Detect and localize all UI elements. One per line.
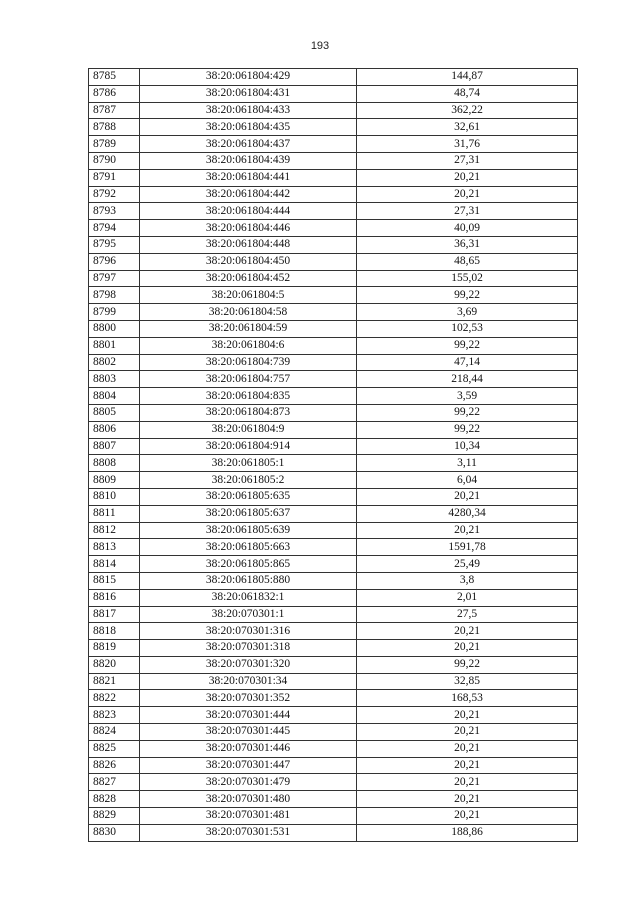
area-cell: 20,21	[357, 640, 578, 657]
area-cell: 31,76	[357, 136, 578, 153]
cadastral-number-cell: 38:20:061832:1	[140, 589, 357, 606]
table-row	[89, 472, 578, 489]
area-cell: 20,21	[357, 186, 578, 203]
row-number-cell: 8803	[89, 371, 140, 388]
area-cell: 6,04	[357, 472, 578, 489]
cadastral-number-cell: 38:20:061804:757	[140, 371, 357, 388]
row-number-cell: 8795	[89, 236, 140, 253]
table-row	[89, 186, 578, 203]
table-row	[89, 572, 578, 589]
row-number-cell: 8802	[89, 354, 140, 371]
cadastral-number-cell: 38:20:061804:5	[140, 287, 357, 304]
table-row	[89, 152, 578, 169]
table-row	[89, 270, 578, 287]
row-number-cell: 8830	[89, 824, 140, 841]
page-number: 193	[310, 40, 330, 52]
area-cell: 20,21	[357, 757, 578, 774]
row-number-cell: 8829	[89, 808, 140, 825]
row-number-cell: 8815	[89, 572, 140, 589]
table-row	[89, 203, 578, 220]
cadastral-number-cell: 38:20:061804:59	[140, 320, 357, 337]
table-row	[89, 539, 578, 556]
table-row	[89, 505, 578, 522]
row-number-cell: 8827	[89, 774, 140, 791]
area-cell: 362,22	[357, 102, 578, 119]
row-number-cell: 8809	[89, 472, 140, 489]
row-number-cell: 8793	[89, 203, 140, 220]
cadastral-number-cell: 38:20:061805:880	[140, 572, 357, 589]
area-cell: 10,34	[357, 438, 578, 455]
row-number-cell: 8806	[89, 421, 140, 438]
cadastral-number-cell: 38:20:070301:320	[140, 656, 357, 673]
cadastral-number-cell: 38:20:061804:739	[140, 354, 357, 371]
cadastral-number-cell: 38:20:061804:58	[140, 304, 357, 321]
cadastral-number-cell: 38:20:070301:481	[140, 808, 357, 825]
cadastral-number-cell: 38:20:070301:479	[140, 774, 357, 791]
cadastral-number-cell: 38:20:061804:9	[140, 421, 357, 438]
area-cell: 48,74	[357, 85, 578, 102]
cadastral-number-cell: 38:20:061805:637	[140, 505, 357, 522]
cadastral-number-cell: 38:20:061804:437	[140, 136, 357, 153]
table-row	[89, 220, 578, 237]
table-row	[89, 404, 578, 421]
cadastral-number-cell: 38:20:070301:316	[140, 623, 357, 640]
cadastral-number-cell: 38:20:070301:531	[140, 824, 357, 841]
cadastral-number-cell: 38:20:061804:873	[140, 404, 357, 421]
table-row	[89, 707, 578, 724]
cadastral-number-cell: 38:20:070301:352	[140, 690, 357, 707]
cadastral-number-cell: 38:20:061804:448	[140, 236, 357, 253]
table-row	[89, 388, 578, 405]
area-cell: 20,21	[357, 740, 578, 757]
row-number-cell: 8825	[89, 740, 140, 757]
cadastral-number-cell: 38:20:061804:450	[140, 253, 357, 270]
row-number-cell: 8820	[89, 656, 140, 673]
table-row	[89, 808, 578, 825]
area-cell: 3,8	[357, 572, 578, 589]
table-row	[89, 85, 578, 102]
table-row	[89, 656, 578, 673]
table-row	[89, 102, 578, 119]
cadastral-number-cell: 38:20:061805:635	[140, 488, 357, 505]
row-number-cell: 8791	[89, 169, 140, 186]
area-cell: 20,21	[357, 623, 578, 640]
row-number-cell: 8787	[89, 102, 140, 119]
cadastral-number-cell: 38:20:061805:2	[140, 472, 357, 489]
table-row	[89, 740, 578, 757]
row-number-cell: 8813	[89, 539, 140, 556]
area-cell: 3,11	[357, 455, 578, 472]
table-row	[89, 455, 578, 472]
cadastral-number-cell: 38:20:061804:444	[140, 203, 357, 220]
area-cell: 20,21	[357, 707, 578, 724]
cadastral-number-cell: 38:20:061804:433	[140, 102, 357, 119]
row-number-cell: 8828	[89, 791, 140, 808]
area-cell: 27,31	[357, 203, 578, 220]
row-number-cell: 8785	[89, 69, 140, 86]
area-cell: 155,02	[357, 270, 578, 287]
row-number-cell: 8798	[89, 287, 140, 304]
table-row	[89, 287, 578, 304]
area-cell: 20,21	[357, 808, 578, 825]
table-row	[89, 623, 578, 640]
row-number-cell: 8788	[89, 119, 140, 136]
cadastral-number-cell: 38:20:061805:1	[140, 455, 357, 472]
row-number-cell: 8808	[89, 455, 140, 472]
row-number-cell: 8807	[89, 438, 140, 455]
area-cell: 20,21	[357, 488, 578, 505]
row-number-cell: 8819	[89, 640, 140, 657]
area-cell: 102,53	[357, 320, 578, 337]
table-row	[89, 236, 578, 253]
row-number-cell: 8810	[89, 488, 140, 505]
row-number-cell: 8797	[89, 270, 140, 287]
row-number-cell: 8794	[89, 220, 140, 237]
table-row	[89, 320, 578, 337]
row-number-cell: 8786	[89, 85, 140, 102]
row-number-cell: 8799	[89, 304, 140, 321]
area-cell: 20,21	[357, 522, 578, 539]
cadastral-number-cell: 38:20:061804:914	[140, 438, 357, 455]
cadastral-number-cell: 38:20:070301:480	[140, 791, 357, 808]
area-cell: 20,21	[357, 724, 578, 741]
area-cell: 20,21	[357, 791, 578, 808]
row-number-cell: 8800	[89, 320, 140, 337]
area-cell: 144,87	[357, 69, 578, 86]
row-number-cell: 8816	[89, 589, 140, 606]
row-number-cell: 8814	[89, 556, 140, 573]
row-number-cell: 8826	[89, 757, 140, 774]
table-body	[89, 69, 578, 842]
cadastral-table	[88, 68, 578, 842]
row-number-cell: 8812	[89, 522, 140, 539]
area-cell: 1591,78	[357, 539, 578, 556]
area-cell: 218,44	[357, 371, 578, 388]
cadastral-number-cell: 38:20:061804:452	[140, 270, 357, 287]
table-row	[89, 556, 578, 573]
row-number-cell: 8821	[89, 673, 140, 690]
table-row	[89, 606, 578, 623]
row-number-cell: 8789	[89, 136, 140, 153]
table-row	[89, 824, 578, 841]
area-cell: 36,31	[357, 236, 578, 253]
cadastral-number-cell: 38:20:070301:1	[140, 606, 357, 623]
row-number-cell: 8824	[89, 724, 140, 741]
cadastral-number-cell: 38:20:070301:447	[140, 757, 357, 774]
table-row	[89, 488, 578, 505]
table-row	[89, 791, 578, 808]
cadastral-number-cell: 38:20:070301:318	[140, 640, 357, 657]
area-cell: 99,22	[357, 287, 578, 304]
table-row	[89, 673, 578, 690]
row-number-cell: 8811	[89, 505, 140, 522]
cadastral-number-cell: 38:20:061805:663	[140, 539, 357, 556]
area-cell: 4280,34	[357, 505, 578, 522]
area-cell: 25,49	[357, 556, 578, 573]
area-cell: 47,14	[357, 354, 578, 371]
row-number-cell: 8790	[89, 152, 140, 169]
area-cell: 168,53	[357, 690, 578, 707]
table-row	[89, 337, 578, 354]
cadastral-number-cell: 38:20:061804:441	[140, 169, 357, 186]
cadastral-number-cell: 38:20:061804:429	[140, 69, 357, 86]
cadastral-number-cell: 38:20:070301:34	[140, 673, 357, 690]
area-cell: 99,22	[357, 337, 578, 354]
row-number-cell: 8822	[89, 690, 140, 707]
row-number-cell: 8818	[89, 623, 140, 640]
table-row	[89, 589, 578, 606]
area-cell: 99,22	[357, 656, 578, 673]
area-cell: 99,22	[357, 421, 578, 438]
cadastral-number-cell: 38:20:061804:6	[140, 337, 357, 354]
row-number-cell: 8804	[89, 388, 140, 405]
table-row	[89, 421, 578, 438]
row-number-cell: 8817	[89, 606, 140, 623]
table-row	[89, 69, 578, 86]
area-cell: 32,61	[357, 119, 578, 136]
table-row	[89, 253, 578, 270]
area-cell: 3,59	[357, 388, 578, 405]
cadastral-number-cell: 38:20:070301:445	[140, 724, 357, 741]
cadastral-number-cell: 38:20:061804:835	[140, 388, 357, 405]
table-row	[89, 304, 578, 321]
area-cell: 48,65	[357, 253, 578, 270]
table-row	[89, 522, 578, 539]
area-cell: 40,09	[357, 220, 578, 237]
cadastral-number-cell: 38:20:061804:435	[140, 119, 357, 136]
table-row	[89, 640, 578, 657]
table-row	[89, 757, 578, 774]
cadastral-number-cell: 38:20:061804:442	[140, 186, 357, 203]
area-cell: 20,21	[357, 774, 578, 791]
table-row	[89, 136, 578, 153]
table-row	[89, 690, 578, 707]
table-row	[89, 438, 578, 455]
table-row	[89, 354, 578, 371]
cadastral-number-cell: 38:20:061804:431	[140, 85, 357, 102]
area-cell: 27,31	[357, 152, 578, 169]
area-cell: 3,69	[357, 304, 578, 321]
table-row	[89, 119, 578, 136]
area-cell: 2,01	[357, 589, 578, 606]
cadastral-number-cell: 38:20:061804:446	[140, 220, 357, 237]
area-cell: 20,21	[357, 169, 578, 186]
table-row	[89, 169, 578, 186]
table-row	[89, 774, 578, 791]
area-cell: 99,22	[357, 404, 578, 421]
row-number-cell: 8805	[89, 404, 140, 421]
area-cell: 188,86	[357, 824, 578, 841]
table-row	[89, 371, 578, 388]
row-number-cell: 8792	[89, 186, 140, 203]
cadastral-number-cell: 38:20:061805:639	[140, 522, 357, 539]
row-number-cell: 8801	[89, 337, 140, 354]
area-cell: 32,85	[357, 673, 578, 690]
cadastral-number-cell: 38:20:070301:444	[140, 707, 357, 724]
cadastral-number-cell: 38:20:061805:865	[140, 556, 357, 573]
row-number-cell: 8796	[89, 253, 140, 270]
table-row	[89, 724, 578, 741]
row-number-cell: 8823	[89, 707, 140, 724]
cadastral-number-cell: 38:20:061804:439	[140, 152, 357, 169]
area-cell: 27,5	[357, 606, 578, 623]
cadastral-number-cell: 38:20:070301:446	[140, 740, 357, 757]
